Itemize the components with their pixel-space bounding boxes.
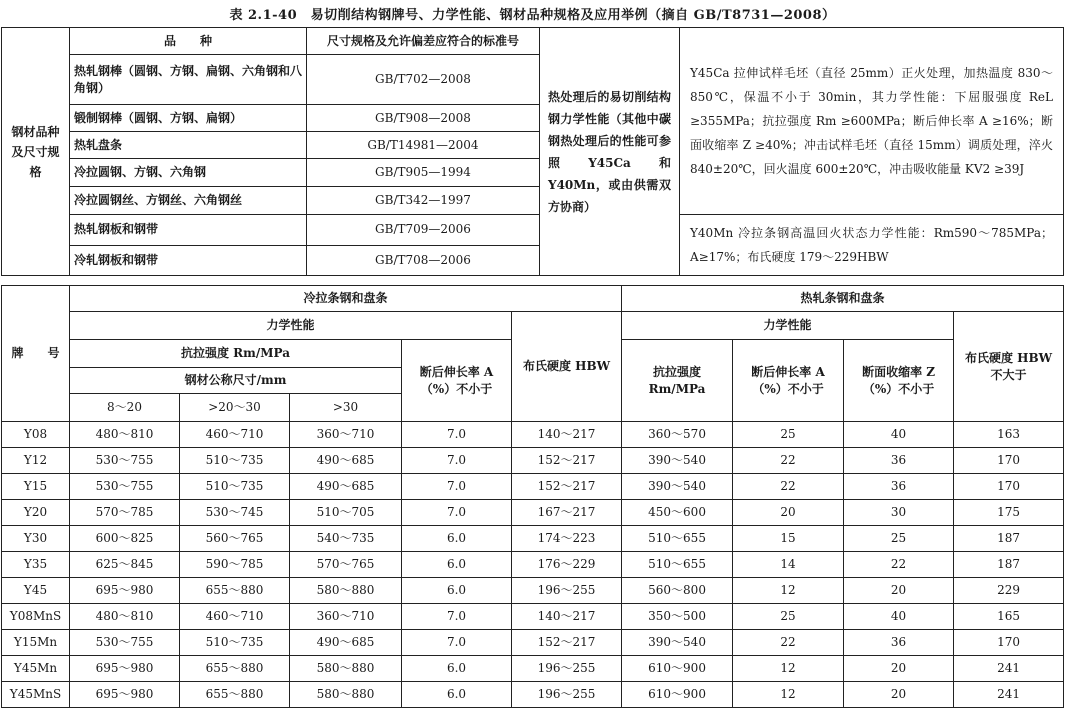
elongation-cell: 6.0 [402, 682, 512, 708]
size-range-2: >20～30 [180, 394, 290, 422]
tensile-20-30-cell: 655～880 [180, 578, 290, 604]
grade-cell: Y45MnS [2, 682, 70, 708]
hbw-cell: 152～217 [512, 474, 622, 500]
grade-cell: Y15Mn [2, 630, 70, 656]
hot-reduction-cell: 30 [844, 500, 954, 526]
elongation-cell: 7.0 [402, 422, 512, 448]
tensile-20-30-cell: 530～745 [180, 500, 290, 526]
cold-tensile-header: 抗拉强度 Rm/MPa [70, 340, 402, 368]
tensile-8-20-cell: 570～785 [70, 500, 180, 526]
hot-hbw-cell: 170 [954, 448, 1064, 474]
standard-cell: GB/T702—2008 [307, 55, 540, 105]
tensile-8-20-cell: 480～810 [70, 604, 180, 630]
table-row [2, 474, 1064, 500]
tensile-8-20-cell: 600～825 [70, 526, 180, 552]
product-cell: 冷拉圆钢、方钢、六角钢 [70, 159, 307, 187]
hot-tensile-cell: 350～500 [622, 604, 733, 630]
table-title: 表 2.1-40 易切削结构钢牌号、力学性能、钢材品种规格及应用举例（摘自 GB/T8731—2008） [229, 8, 836, 23]
tensile-8-20-cell: 625～845 [70, 552, 180, 578]
tensile-20-30-cell: 655～880 [180, 682, 290, 708]
hot-elongation-cell: 14 [733, 552, 844, 578]
table-row [2, 630, 1064, 656]
elongation-cell: 7.0 [402, 500, 512, 526]
hot-reduction-cell: 36 [844, 448, 954, 474]
elongation-cell: 7.0 [402, 630, 512, 656]
product-cell: 热轧钢板和钢带 [70, 215, 307, 246]
tensile-8-20-cell: 530～755 [70, 630, 180, 656]
tensile-over-30-cell: 360～710 [290, 604, 402, 630]
standard-cell: GB/T14981—2004 [307, 132, 540, 159]
hot-elongation-cell: 22 [733, 630, 844, 656]
product-cell: 冷拉圆钢丝、方钢丝、六角钢丝 [70, 187, 307, 215]
table-row [2, 656, 1064, 682]
hot-hbw-cell: 187 [954, 552, 1064, 578]
y45ca-note: Y45Ca 拉伸试样毛坯（直径 25mm）正火处理，加热温度 830～850℃，保温不小于 30min，其力学性能：下屈服强度 ReL ≥355MPa；抗拉强度 Rm ≥600MPa；断后伸长率 A ≥16%；断面收缩率 Z ≥40%；冲击试样毛坯（直径 15mm）调质处理，淬火 840±20℃，回火温度 600±20℃，冲击吸收能量 KV2 ≥39J [680, 28, 1064, 215]
elongation-cell: 6.0 [402, 552, 512, 578]
hbw-cell: 196～255 [512, 682, 622, 708]
grade-cell: Y45Mn [2, 656, 70, 682]
hot-hbw-cell: 165 [954, 604, 1064, 630]
hot-tensile-cell: 510～655 [622, 526, 733, 552]
cold-elongation-header: 断后伸长率 A（%）不小于 [402, 340, 512, 422]
y40mn-note: Y40Mn 冷拉条钢高温回火状态力学性能：Rm590～785MPa；A≥17%；布氏硬度 179～229HBW [680, 215, 1064, 276]
elongation-cell: 7.0 [402, 474, 512, 500]
tensile-20-30-cell: 510～735 [180, 448, 290, 474]
hot-reduction-cell: 22 [844, 552, 954, 578]
hot-tensile-cell: 510～655 [622, 552, 733, 578]
tensile-over-30-cell: 580～880 [290, 578, 402, 604]
hot-reduction-cell: 40 [844, 422, 954, 448]
col-product-header: 品 种 [70, 28, 307, 55]
grade-cell: Y15 [2, 474, 70, 500]
table-row [2, 500, 1064, 526]
hot-elongation-cell: 25 [733, 604, 844, 630]
standard-cell: GB/T709—2006 [307, 215, 540, 246]
product-cell: 冷轧钢板和钢带 [70, 245, 307, 276]
hbw-cell: 152～217 [512, 448, 622, 474]
hot-tensile-cell: 610～900 [622, 656, 733, 682]
hot-hbw-cell: 170 [954, 474, 1064, 500]
table-row [2, 578, 1064, 604]
hot-tensile-cell: 360～570 [622, 422, 733, 448]
grade-cell: Y12 [2, 448, 70, 474]
hbw-cell: 196～255 [512, 656, 622, 682]
tensile-over-30-cell: 540～735 [290, 526, 402, 552]
mechanical-properties-table [1, 285, 1064, 708]
elongation-cell: 6.0 [402, 578, 512, 604]
hot-hbw-cell: 229 [954, 578, 1064, 604]
tensile-over-30-cell: 580～880 [290, 656, 402, 682]
standard-cell: GB/T708—2006 [307, 245, 540, 276]
grade-cell: Y35 [2, 552, 70, 578]
standard-cell: GB/T908—2008 [307, 105, 540, 132]
hot-mech-header: 力学性能 [622, 312, 954, 340]
table-row [2, 682, 1064, 708]
hot-rolled-header: 热轧条钢和盘条 [622, 286, 1064, 312]
hot-tensile-cell: 390～540 [622, 474, 733, 500]
tensile-20-30-cell: 510～735 [180, 474, 290, 500]
tensile-over-30-cell: 490～685 [290, 474, 402, 500]
cold-hbw-header: 布氏硬度 HBW [512, 312, 622, 422]
hot-hbw-cell: 170 [954, 630, 1064, 656]
hot-elongation-cell: 22 [733, 448, 844, 474]
hot-hbw-cell: 175 [954, 500, 1064, 526]
grade-header: 牌 号 [2, 286, 70, 422]
tensile-over-30-cell: 360～710 [290, 422, 402, 448]
product-cell: 热轧钢棒（圆钢、方钢、扁钢、六角钢和八角钢） [70, 55, 307, 105]
tensile-over-30-cell: 570～765 [290, 552, 402, 578]
data-rows [2, 422, 1064, 708]
hot-reduction-cell: 25 [844, 526, 954, 552]
col-standard-header: 尺寸规格及允许偏差应符合的标准号 [307, 28, 540, 55]
elongation-cell: 7.0 [402, 448, 512, 474]
category-label: 钢材品种及尺寸规格 [2, 28, 70, 276]
tensile-20-30-cell: 460～710 [180, 604, 290, 630]
table-row [2, 604, 1064, 630]
size-range-1: 8～20 [70, 394, 180, 422]
hot-elongation-cell: 15 [733, 526, 844, 552]
hot-hbw-header: 布氏硬度 HBW 不大于 [954, 312, 1064, 422]
mid-note: 热处理后的易切削结构钢力学性能（其他中碳钢热处理后的性能可参照Y45Ca和Y40Mn，或由供需双方协商） [540, 28, 680, 276]
hot-tensile-cell: 450～600 [622, 500, 733, 526]
tensile-20-30-cell: 590～785 [180, 552, 290, 578]
hot-elongation-cell: 12 [733, 578, 844, 604]
elongation-cell: 6.0 [402, 526, 512, 552]
tensile-20-30-cell: 510～735 [180, 630, 290, 656]
size-header: 钢材公称尺寸/mm [70, 368, 402, 394]
hot-elongation-cell: 22 [733, 474, 844, 500]
hot-reduction-cell: 20 [844, 656, 954, 682]
product-standards-table [1, 27, 1064, 276]
product-cell: 热轧盘条 [70, 132, 307, 159]
hot-elongation-header: 断后伸长率 A（%）不小于 [733, 340, 844, 422]
table-row [2, 526, 1064, 552]
grade-cell: Y08MnS [2, 604, 70, 630]
hot-elongation-cell: 12 [733, 682, 844, 708]
tensile-8-20-cell: 695～980 [70, 682, 180, 708]
tensile-20-30-cell: 655～880 [180, 656, 290, 682]
hbw-cell: 174～223 [512, 526, 622, 552]
hot-hbw-cell: 163 [954, 422, 1064, 448]
hot-elongation-cell: 12 [733, 656, 844, 682]
hot-hbw-cell: 241 [954, 682, 1064, 708]
tensile-over-30-cell: 490～685 [290, 448, 402, 474]
hot-tensile-cell: 390～540 [622, 630, 733, 656]
size-range-3: >30 [290, 394, 402, 422]
hot-reduction-cell: 20 [844, 682, 954, 708]
standard-cell: GB/T342—1997 [307, 187, 540, 215]
table-row [2, 422, 1064, 448]
hot-reduction-header: 断面收缩率 Z（%）不小于 [844, 340, 954, 422]
cold-mech-header: 力学性能 [70, 312, 512, 340]
hot-reduction-cell: 36 [844, 630, 954, 656]
grade-cell: Y30 [2, 526, 70, 552]
tensile-over-30-cell: 510～705 [290, 500, 402, 526]
tensile-20-30-cell: 560～765 [180, 526, 290, 552]
cold-drawn-header: 冷拉条钢和盘条 [70, 286, 622, 312]
tensile-8-20-cell: 530～755 [70, 474, 180, 500]
hot-reduction-cell: 40 [844, 604, 954, 630]
hot-tensile-cell: 610～900 [622, 682, 733, 708]
tensile-over-30-cell: 580～880 [290, 682, 402, 708]
table-row [2, 448, 1064, 474]
hbw-cell: 167～217 [512, 500, 622, 526]
hot-hbw-cell: 187 [954, 526, 1064, 552]
tensile-8-20-cell: 530～755 [70, 448, 180, 474]
hbw-cell: 176～229 [512, 552, 622, 578]
tensile-8-20-cell: 480～810 [70, 422, 180, 448]
hbw-cell: 152～217 [512, 630, 622, 656]
grade-cell: Y45 [2, 578, 70, 604]
standard-cell: GB/T905—1994 [307, 159, 540, 187]
hot-elongation-cell: 25 [733, 422, 844, 448]
grade-cell: Y20 [2, 500, 70, 526]
tensile-8-20-cell: 695～980 [70, 656, 180, 682]
elongation-cell: 7.0 [402, 604, 512, 630]
hot-reduction-cell: 36 [844, 474, 954, 500]
table-row [2, 552, 1064, 578]
hbw-cell: 140～217 [512, 422, 622, 448]
tensile-8-20-cell: 695～980 [70, 578, 180, 604]
hot-tensile-cell: 390～540 [622, 448, 733, 474]
tensile-20-30-cell: 460～710 [180, 422, 290, 448]
hbw-cell: 140～217 [512, 604, 622, 630]
hbw-cell: 196～255 [512, 578, 622, 604]
product-cell: 锻制钢棒（圆钢、方钢、扁钢） [70, 105, 307, 132]
hot-elongation-cell: 20 [733, 500, 844, 526]
elongation-cell: 6.0 [402, 656, 512, 682]
hot-tensile-cell: 560～800 [622, 578, 733, 604]
hot-reduction-cell: 20 [844, 578, 954, 604]
hot-hbw-cell: 241 [954, 656, 1064, 682]
tensile-over-30-cell: 490～685 [290, 630, 402, 656]
grade-cell: Y08 [2, 422, 70, 448]
hot-tensile-header: 抗拉强度 Rm/MPa [622, 340, 733, 422]
